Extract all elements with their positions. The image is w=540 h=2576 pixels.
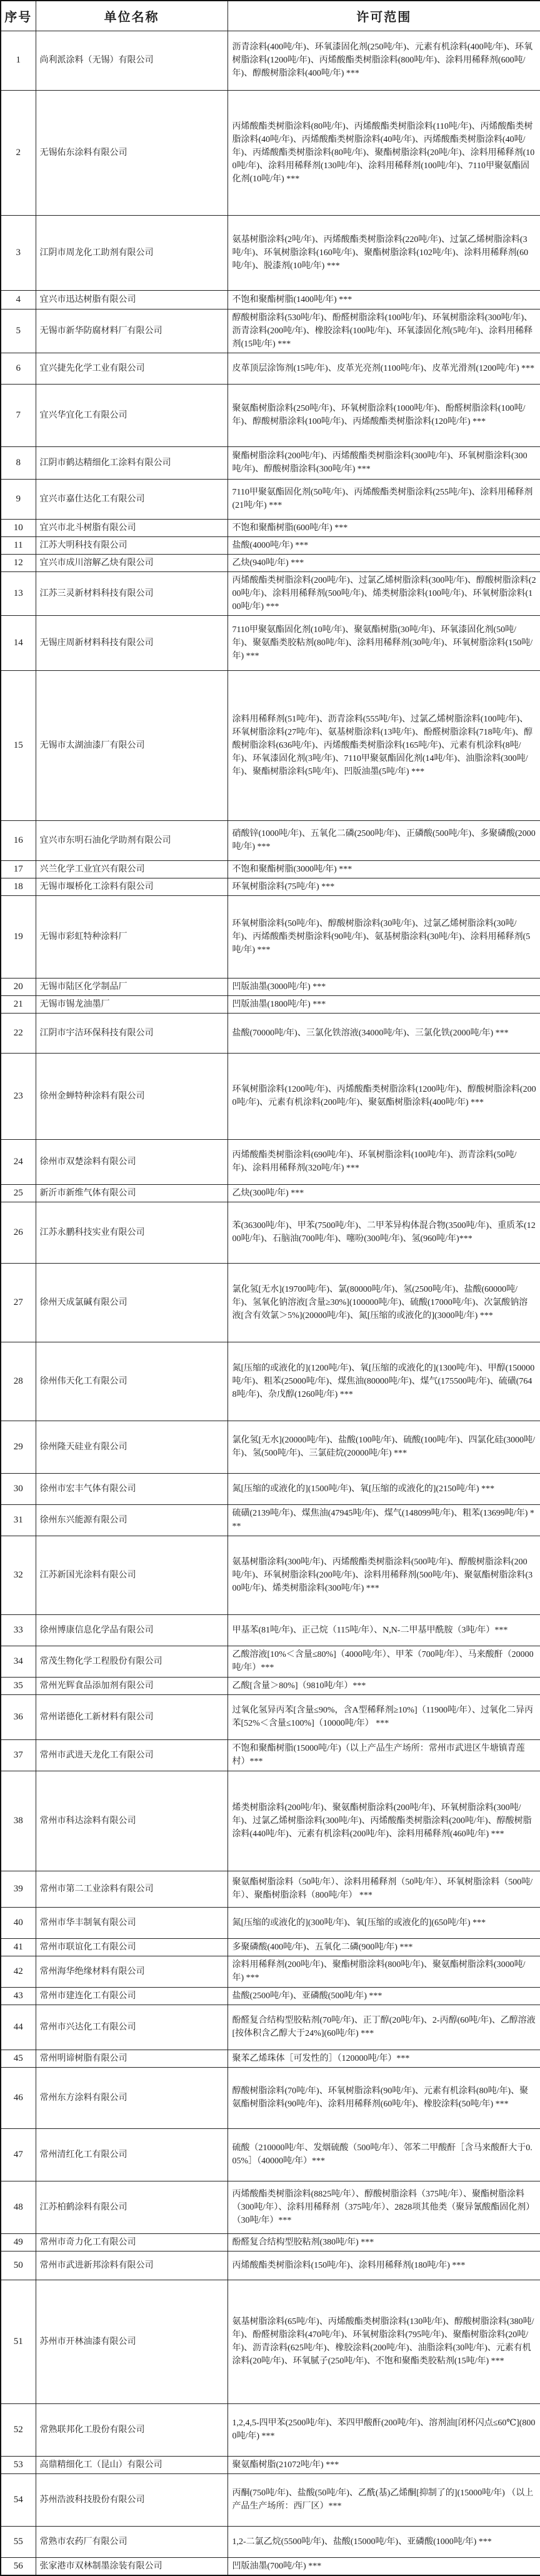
row-number: 18 bbox=[1, 878, 36, 895]
permitted-scope: 丙烯酸酯类树脂涂料(150吨/年)、涂料用稀释剂(180吨/年) *** bbox=[228, 2251, 540, 2280]
row-number: 54 bbox=[1, 2473, 36, 2526]
row-number: 26 bbox=[1, 1202, 36, 1263]
table-row bbox=[1, 995, 540, 1013]
company-name: 无锡市锡龙油墨厂 bbox=[36, 995, 228, 1013]
row-number: 32 bbox=[1, 1536, 36, 1614]
row-number: 31 bbox=[1, 1504, 36, 1536]
company-name: 常茂生物化学工程股份有限公司 bbox=[36, 1646, 228, 1677]
row-number: 36 bbox=[1, 1694, 36, 1739]
row-number: 10 bbox=[1, 519, 36, 536]
row-number: 33 bbox=[1, 1614, 36, 1646]
row-number: 35 bbox=[1, 1677, 36, 1694]
table-row bbox=[1, 878, 540, 895]
row-number: 8 bbox=[1, 446, 36, 479]
row-number: 1 bbox=[1, 31, 36, 90]
table-row bbox=[1, 353, 540, 384]
company-name: 无锡市陆区化学制品厂 bbox=[36, 978, 228, 995]
company-name: 宜兴华宜化工有限公司 bbox=[36, 384, 228, 446]
row-number: 2 bbox=[1, 90, 36, 215]
row-number: 23 bbox=[1, 1053, 36, 1139]
table-row bbox=[1, 820, 540, 860]
permitted-scope: 硫酸（210000吨/年、发烟硫酸（500吨/年）、邻苯二甲酸酐［含马来酸酐大于0.05%］（40000吨/年）*** bbox=[228, 2128, 540, 2181]
company-name: 常熟联邦化工股份有限公司 bbox=[36, 2403, 228, 2456]
table-row bbox=[1, 31, 540, 90]
company-name: 常州市建连化工有限公司 bbox=[36, 1987, 228, 2005]
permitted-scope: 聚苯乙烯珠体［可发性的］（120000吨/年）*** bbox=[228, 2050, 540, 2067]
row-number: 37 bbox=[1, 1739, 36, 1771]
table-row bbox=[1, 2067, 540, 2128]
company-name: 无锡庄周新材料科技有限公司 bbox=[36, 615, 228, 670]
company-name: 常州市奇力化工有限公司 bbox=[36, 2233, 228, 2251]
row-number: 53 bbox=[1, 2456, 36, 2473]
permitted-scope: 醇酸树脂涂料(70吨/年)、环氧树脂涂料(90吨/年)、元素有机涂料(80吨/年)、聚氨酯树脂涂料(90吨/年)、涂料用稀释剂(60吨/年)、橡胶涂料(50吨/年) *** bbox=[228, 2067, 540, 2128]
permitted-scope: 氨基树脂涂料(2吨/年)、丙烯酸酯类树脂涂料(220吨/年)、过氯乙烯树脂涂料(3吨/年)、环氧树脂涂料(160吨/年)、聚酯树脂涂料(102吨/年)、涂料用稀释剂(60吨/年)、脱漆剂(10吨/年) *** bbox=[228, 215, 540, 290]
table-row bbox=[1, 1013, 540, 1053]
row-number: 13 bbox=[1, 571, 36, 615]
company-name: 徐州东兴能源有限公司 bbox=[36, 1504, 228, 1536]
row-number: 21 bbox=[1, 995, 36, 1013]
company-name: 兴兰化学工业宜兴有限公司 bbox=[36, 860, 228, 878]
table-row bbox=[1, 1987, 540, 2005]
company-name: 无锡市新华防腐材料厂有限公司 bbox=[36, 309, 228, 353]
permitted-scope: 7110甲聚氨酯固化剂(50吨/年)、丙烯酸酯类树脂涂料(255吨/年)、涂料用稀释剂(21吨/年) *** bbox=[228, 479, 540, 519]
row-number: 20 bbox=[1, 978, 36, 995]
row-number: 7 bbox=[1, 384, 36, 446]
permitted-scope: 聚氨酯树脂(21072吨/年) *** bbox=[228, 2456, 540, 2473]
row-number: 27 bbox=[1, 1263, 36, 1342]
permitted-scope: 聚酯树脂涂料(200吨/年)、丙烯酸酯类树脂涂料(300吨/年)、环氧树脂涂料(300吨/年)、醇酸树脂涂料(300吨/年) *** bbox=[228, 446, 540, 479]
permitted-scope: 醇酸树脂涂料(530吨/年)、酚醛树脂涂料(100吨/年)、环氧树脂涂料(300吨/年)、沥青涂料(200吨/年)、橡胶涂料(100吨/年)、环氧漆固化剂(5吨/年)、涂料用稀释剂(15吨/年) *** bbox=[228, 309, 540, 353]
company-name: 江阴市宇洁环保科技有限公司 bbox=[36, 1013, 228, 1053]
permitted-scope: 丙烯酸酯类树脂涂料(200吨/年)、过氯乙烯树脂涂料(300吨/年)、醇酸树脂涂料(200吨/年)、涂料用稀释剂(500吨/年)、烯类树脂涂料(100吨/年)、环氧树脂涂料(100吨/年) *** bbox=[228, 571, 540, 615]
company-name: 江苏大明科技有限公司 bbox=[36, 536, 228, 554]
table-row bbox=[1, 1938, 540, 1956]
permitted-scope: 甲基苯(81吨/年)、正己烷（115吨/年）、N,N-二甲基甲酰胺（3吨/年）*** bbox=[228, 1614, 540, 1646]
permitted-scope: 乙炔(940吨/年) *** bbox=[228, 554, 540, 571]
table-row bbox=[1, 1263, 540, 1342]
table-row bbox=[1, 1053, 540, 1139]
company-name: 高鼎精细化工（昆山）有限公司 bbox=[36, 2456, 228, 2473]
company-name: 徐州金蝉特种涂料有限公司 bbox=[36, 1053, 228, 1139]
row-number: 17 bbox=[1, 860, 36, 878]
permitted-scope: 氯化氢[无水](20000吨/年)、盐酸(100吨/年)、硫酸(100吨/年)、四氯化硅(3000吨/年)、氢(500吨/年)、三氯硅烷(20000吨/年) *** bbox=[228, 1421, 540, 1473]
permitted-scope: 不饱和聚酯树脂(3000吨/年) *** bbox=[228, 860, 540, 878]
table-row bbox=[1, 2251, 540, 2280]
row-number: 42 bbox=[1, 1956, 36, 1987]
table-row bbox=[1, 519, 540, 536]
table-row bbox=[1, 2526, 540, 2557]
row-number: 3 bbox=[1, 215, 36, 290]
permitted-scope: 酚醛复合结构型胶粘剂(380吨/年) *** bbox=[228, 2233, 540, 2251]
table-row bbox=[1, 895, 540, 978]
permitted-scope: 环氧树脂涂料(75吨/年) *** bbox=[228, 878, 540, 895]
row-number: 40 bbox=[1, 1907, 36, 1938]
company-name: 江苏三灵新材料科技有限公司 bbox=[36, 571, 228, 615]
table-row bbox=[1, 1202, 540, 1263]
permitted-scope: 丙烯酸酯类树脂涂料(80吨/年)、丙烯酸酯类树脂涂料(110吨/年)、丙烯酸酯类树脂涂料(40吨/年)、丙烯酸酯类树脂涂料(40吨/年)、丙烯酸酯类树脂涂料(40吨/年)、丙烯酸酯类树脂涂料(80吨/年)、聚酯树脂涂料(20吨/年)、涂料用稀释剂(100吨/年)、涂料用稀释剂(130吨/年)、涂料用稀释剂(100吨/年)、7110甲聚氨酯固化剂(10吨/年) *** bbox=[228, 90, 540, 215]
table-row bbox=[1, 1871, 540, 1907]
row-number: 43 bbox=[1, 1987, 36, 2005]
permitted-scope: 乙酸[含量＞80%]（9810吨/年）*** bbox=[228, 1677, 540, 1694]
company-name: 常州海华绝缘材料有限公司 bbox=[36, 1956, 228, 1987]
table-row bbox=[1, 1536, 540, 1614]
permitted-scope: 凹版油墨(700吨/年) *** bbox=[228, 2557, 540, 2575]
table-row bbox=[1, 615, 540, 670]
row-number: 14 bbox=[1, 615, 36, 670]
table-row bbox=[1, 1646, 540, 1677]
row-number: 48 bbox=[1, 2181, 36, 2233]
row-number: 29 bbox=[1, 1421, 36, 1473]
permitted-scope: 1,2,4,5-四甲苯(2500吨/年)、苯四甲酸酐(200吨/年)、溶剂油[闭杯闪点≤60℃](8000吨/年) *** bbox=[228, 2403, 540, 2456]
table-row bbox=[1, 571, 540, 615]
row-number: 24 bbox=[1, 1139, 36, 1184]
company-name: 江苏永鹏科技实业有限公司 bbox=[36, 1202, 228, 1263]
permitted-scope: 硫磺(2139吨/年)、煤焦油(47945吨/年)、煤气(148099吨/年)、粗苯(13699吨/年) *** bbox=[228, 1504, 540, 1536]
company-name: 常州市武进天龙化工有限公司 bbox=[36, 1739, 228, 1771]
company-name: 宜兴市迅达树脂有限公司 bbox=[36, 290, 228, 309]
table-row bbox=[1, 215, 540, 290]
company-name: 常州清红化工有限公司 bbox=[36, 2128, 228, 2181]
company-name: 无锡佑东涂料有限公司 bbox=[36, 90, 228, 215]
permitted-scope: 不饱和聚酯树脂(15000吨/年)（以上产品生产场所：常州市武进区牛塘镇青莲村）*** bbox=[228, 1739, 540, 1771]
company-name: 常州光辉食品添加剂有限公司 bbox=[36, 1677, 228, 1694]
row-number: 50 bbox=[1, 2251, 36, 2280]
permitted-scope: 氮[压缩的或液化的](1200吨/年)、氧[压缩的或液化的](1300吨/年)、甲醇(150000吨/年)、粗苯(25000吨/年)、煤焦油(80000吨/年)、煤气(175500吨/年)、硫磺(7648吨/年)、杂戊醇(1260吨/年) *** bbox=[228, 1342, 540, 1421]
table-row bbox=[1, 554, 540, 571]
company-name: 尚利派涂料（无锡）有限公司 bbox=[36, 31, 228, 90]
row-number: 55 bbox=[1, 2526, 36, 2557]
permitted-scope: 皮革顶层涂饰剂(15吨/年)、皮革光亮剂(1100吨/年)、皮革光滑剂(1200吨/年) *** bbox=[228, 353, 540, 384]
permitted-scope: 凹版油墨(3000吨/年) *** bbox=[228, 978, 540, 995]
company-name: 江苏柏鹤涂料有限公司 bbox=[36, 2181, 228, 2233]
company-name: 常州市华丰制氧有限公司 bbox=[36, 1907, 228, 1938]
table-row bbox=[1, 1473, 540, 1504]
company-name: 常州诺德化工新材料有限公司 bbox=[36, 1694, 228, 1739]
company-name: 宜兴市东明石油化学助剂有限公司 bbox=[36, 820, 228, 860]
company-name: 宜兴市成川溶解乙炔有限公司 bbox=[36, 554, 228, 571]
company-name: 徐州伟天化工有限公司 bbox=[36, 1342, 228, 1421]
row-number: 45 bbox=[1, 2050, 36, 2067]
permitted-scope: 1,2-二氯乙烷(5500吨/年)、盐酸(15000吨/年)、亚磷酸(1000吨/年) *** bbox=[228, 2526, 540, 2557]
row-number: 4 bbox=[1, 290, 36, 309]
header-col-name: 单位名称 bbox=[36, 1, 228, 31]
company-name: 新沂市新维气体有限公司 bbox=[36, 1184, 228, 1202]
table-row bbox=[1, 2473, 540, 2526]
company-name: 常州市兴达化工有限公司 bbox=[36, 2005, 228, 2050]
company-name: 宜兴市嘉仕达化工有限公司 bbox=[36, 479, 228, 519]
row-number: 56 bbox=[1, 2557, 36, 2575]
row-number: 39 bbox=[1, 1871, 36, 1907]
row-number: 41 bbox=[1, 1938, 36, 1956]
table-row bbox=[1, 978, 540, 995]
row-number: 25 bbox=[1, 1184, 36, 1202]
row-number: 5 bbox=[1, 309, 36, 353]
table-row bbox=[1, 384, 540, 446]
table-header-row bbox=[1, 1, 540, 31]
company-name: 江阴市鹤达精细化工涂料有限公司 bbox=[36, 446, 228, 479]
company-name: 无锡市太湖油漆厂有限公司 bbox=[36, 670, 228, 820]
company-name: 常州市第二工业涂料有限公司 bbox=[36, 1871, 228, 1907]
table-row bbox=[1, 1677, 540, 1694]
permitted-scope: 丙烯酸酯类树脂涂料(8825吨/年）、醇酸树脂涂料（375吨/年）、聚酯树脂涂料（300吨/年）、涂料用稀释剂（375吨/年）、2828项其他类（聚异氰酸酯固化剂）（30吨/年）*** bbox=[228, 2181, 540, 2233]
table-row bbox=[1, 2456, 540, 2473]
row-number: 51 bbox=[1, 2280, 36, 2403]
row-number: 15 bbox=[1, 670, 36, 820]
permitted-scope: 硝酸锌(1000吨/年)、五氧化二磷(2500吨/年)、正磷酸(500吨/年)、多聚磷酸(2000吨/年) *** bbox=[228, 820, 540, 860]
row-number: 19 bbox=[1, 895, 36, 978]
permitted-scope: 盐酸(4000吨/年) *** bbox=[228, 536, 540, 554]
table-row bbox=[1, 2181, 540, 2233]
permitted-scope: 乙酸溶液[10%＜含量≤80%]（4000吨/年）、甲苯（700吨/年）、马来酸酐（20000吨/年）*** bbox=[228, 1646, 540, 1677]
table-row bbox=[1, 2050, 540, 2067]
table-row bbox=[1, 2557, 540, 2575]
permitted-scope: 聚氨酯树脂涂料（50吨/年）、涂料用稀释剂（50吨/年）、环氧树脂涂料（500吨/年）、聚酯树脂涂料（800吨/年） *** bbox=[228, 1871, 540, 1907]
row-number: 16 bbox=[1, 820, 36, 860]
table-row bbox=[1, 309, 540, 353]
company-name: 常熟市农药厂有限公司 bbox=[36, 2526, 228, 2557]
table-row bbox=[1, 290, 540, 309]
row-number: 6 bbox=[1, 353, 36, 384]
table-row bbox=[1, 479, 540, 519]
company-name: 常州市科达涂料有限公司 bbox=[36, 1771, 228, 1871]
table-row bbox=[1, 1184, 540, 1202]
table-row bbox=[1, 1739, 540, 1771]
permitted-scope: 苯(36300吨/年)、甲苯(7500吨/年)、二甲苯异构体混合物(3500吨/年)、重质苯(1200吨/年)、石脑油(700吨/年)、噻吩(300吨/年)、氢(960吨/年)*** bbox=[228, 1202, 540, 1263]
permitted-scope: 7110甲聚氨酯固化剂(10吨/年)、聚氨酯树脂(30吨/年)、环氧漆固化剂(50吨/年)、聚氨酯类胶粘剂(80吨/年)、涂料用稀释剂(30吨/年)、环氧树脂涂料(150吨/年) *** bbox=[228, 615, 540, 670]
permitted-scope: 氮[压缩的或液化的](1500吨/年)、氧[压缩的或液化的](2150吨/年) *** bbox=[228, 1473, 540, 1504]
company-name: 常州明谛树脂有限公司 bbox=[36, 2050, 228, 2067]
header-col-no: 序号 bbox=[1, 1, 36, 31]
row-number: 11 bbox=[1, 536, 36, 554]
row-number: 28 bbox=[1, 1342, 36, 1421]
company-name: 苏州浩波科技股份有限公司 bbox=[36, 2473, 228, 2526]
company-name: 常州市武进新邦涂料有限公司 bbox=[36, 2251, 228, 2280]
permitted-scope: 乙炔(300吨/年) *** bbox=[228, 1184, 540, 1202]
company-name: 徐州隆天硅业有限公司 bbox=[36, 1421, 228, 1473]
table-row bbox=[1, 536, 540, 554]
table-row bbox=[1, 1504, 540, 1536]
table-row bbox=[1, 1694, 540, 1739]
permitted-scope: 凹版油墨(1800吨/年) *** bbox=[228, 995, 540, 1013]
company-name: 徐州天成氯碱有限公司 bbox=[36, 1263, 228, 1342]
company-name: 无锡市彩虹特种涂料厂 bbox=[36, 895, 228, 978]
company-name: 无锡市堰桥化工涂料有限公司 bbox=[36, 878, 228, 895]
table-row bbox=[1, 1139, 540, 1184]
permitted-scope: 氨基树脂涂料(300吨/年)、丙烯酸酯类树脂涂料(500吨/年)、醇酸树脂涂料(200吨/年)、环氧树脂涂料(200吨/年)、涂料用稀释剂(500吨/年)、聚氨酯树脂涂料(300吨/年)、烯类树脂涂料(300吨/年) *** bbox=[228, 1536, 540, 1614]
permitted-scope: 烯类树脂涂料(200吨/年)、聚氨酯树脂涂料(200吨/年)、环氧树脂涂料(300吨/年)、过氯乙烯树脂涂料(300吨/年)、丙烯酸酯类树脂涂料(200吨/年)、醇酸树脂涂料(440吨/年)、元素有机涂料(200吨/年)、涂料用稀释剂(460吨/年) *** bbox=[228, 1771, 540, 1871]
table-row bbox=[1, 1614, 540, 1646]
row-number: 34 bbox=[1, 1646, 36, 1677]
permitted-scope: 丙烯酸酯类树脂涂料(690吨/年)、环氧树脂涂料(100吨/年)、沥青涂料(50吨/年)、涂料用稀释剂(320吨/年) *** bbox=[228, 1139, 540, 1184]
table-row bbox=[1, 1956, 540, 1987]
permitted-scope: 沥青涂料(400吨/年)、环氧漆固化剂(250吨/年)、元素有机涂料(400吨/年)、环氧树脂涂料(1200吨/年)、丙烯酸酯类树脂涂料(800吨/年)、涂料用稀释剂(600吨/年)、醇酸树脂涂料(400吨/年) *** bbox=[228, 31, 540, 90]
permitted-scope: 氮[压缩的或液化的](300吨/年)、氧[压缩的或液化的](650吨/年) *** bbox=[228, 1907, 540, 1938]
table-row bbox=[1, 90, 540, 215]
permitted-scope: 氨基树脂涂料(65吨/年)、丙烯酸酯类树脂涂料(130吨/年)、醇酸树脂涂料(380吨/年)、酚醛树脂涂料(470吨/年)、环氧树脂涂料(795吨/年)、聚酯树脂涂料(20吨/年)、沥青涂料(625吨/年)、橡胶涂料(200吨/年)、油脂涂料(30吨/年)、元素有机涂料(20吨/年)、环氧腻子(250吨/年)、不饱和聚酯类胶粘剂(15吨/年) *** bbox=[228, 2280, 540, 2403]
company-name: 张家港市双林制墨涂装有限公司 bbox=[36, 2557, 228, 2575]
header-col-scope: 许可范围 bbox=[228, 1, 540, 31]
company-name: 宜兴捷先化学工业有限公司 bbox=[36, 353, 228, 384]
permitted-scope: 环氧树脂涂料(50吨/年)、醇酸树脂涂料(30吨/年)、过氯乙烯树脂涂料(30吨/年)、丙烯酸酯类树脂涂料(90吨/年)、氨基树脂涂料(30吨/年)、涂料用稀释剂(5吨/年) *** bbox=[228, 895, 540, 978]
table-row bbox=[1, 1342, 540, 1421]
permitted-scope: 酚醛复合结构型胶粘剂(70吨/年)、正丁醇(20吨/年)、2-丙醇(60吨/年)、乙醇溶液[按体积含乙醇大于24%](60吨/年) *** bbox=[228, 2005, 540, 2050]
row-number: 49 bbox=[1, 2233, 36, 2251]
permitted-scope: 不饱和聚酯树脂(600吨/年) *** bbox=[228, 519, 540, 536]
permitted-scope: 丙酮(750吨/年)、盐酸(50吨/年)、乙酰(基)乙烯酮[抑制了的](15000吨/年) （以上产品生产场所：西厂区）*** bbox=[228, 2473, 540, 2526]
permitted-scope: 环氧树脂涂料(1200吨/年)、丙烯酸酯类树脂涂料(1200吨/年)、醇酸树脂涂料(2000吨/年)、元素有机涂料(200吨/年)、聚氨酯树脂涂料(400吨/年) *** bbox=[228, 1053, 540, 1139]
table-row bbox=[1, 2280, 540, 2403]
row-number: 9 bbox=[1, 479, 36, 519]
permitted-scope: 盐酸(70000吨/年)、三氯化铁溶液(34000吨/年)、三氯化铁(2000吨/年) *** bbox=[228, 1013, 540, 1053]
table-row bbox=[1, 860, 540, 878]
permitted-scope: 聚氨酯树脂涂料(250吨/年)、环氧树脂涂料(1000吨/年)、酚醛树脂涂料(100吨/年)、醇酸树脂涂料(100吨/年)、丙烯酸酯类树脂涂料(120吨/年) *** bbox=[228, 384, 540, 446]
table-row bbox=[1, 1771, 540, 1871]
permitted-scope: 不饱和聚酯树脂(1400吨/年) *** bbox=[228, 290, 540, 309]
company-name: 常州市联谊化工有限公司 bbox=[36, 1938, 228, 1956]
table-row bbox=[1, 2233, 540, 2251]
company-name: 徐州市双楚涂料有限公司 bbox=[36, 1139, 228, 1184]
permitted-scope: 涂料用稀释剂(51吨/年)、沥青涂料(555吨/年)、过氯乙烯树脂涂料(100吨/年)、环氧树脂涂料(27吨/年)、氨基树脂涂料(13吨/年)、酚醛树脂涂料(718吨/年)、醇酸树脂涂料(636吨/年)、丙烯酸酯类树脂涂料(165吨/年)、元素有机涂料(8吨/年)、环氧漆固化剂(3吨/年)、7110甲聚氨酯固化剂(14吨/年)、油脂涂料(300吨/年)、聚酯树脂涂料(5吨/年)、凹版油墨(5吨/年) *** bbox=[228, 670, 540, 820]
company-name: 苏州市开林油漆有限公司 bbox=[36, 2280, 228, 2403]
company-name: 徐州市宏丰气体有限公司 bbox=[36, 1473, 228, 1504]
company-name: 江苏新国光涂料有限公司 bbox=[36, 1536, 228, 1614]
row-number: 47 bbox=[1, 2128, 36, 2181]
table-row bbox=[1, 2403, 540, 2456]
row-number: 22 bbox=[1, 1013, 36, 1053]
row-number: 52 bbox=[1, 2403, 36, 2456]
permitted-scope: 氯化氢[无水](19700吨/年)、氯(80000吨/年)、氢(2500吨/年)、盐酸(60000吨/年)、氢氧化钠溶液[含量≥30%](100000吨/年)、硫酸(17000吨/年)、次氯酸钠溶液[含有效氯＞5%](20000吨/年)、氮[压缩的或液化的](3000吨/年) *** bbox=[228, 1263, 540, 1342]
company-name: 徐州博康信息化学品有限公司 bbox=[36, 1614, 228, 1646]
table-row bbox=[1, 2005, 540, 2050]
row-number: 44 bbox=[1, 2005, 36, 2050]
table-row bbox=[1, 1907, 540, 1938]
table-row bbox=[1, 2128, 540, 2181]
row-number: 38 bbox=[1, 1771, 36, 1871]
table-row bbox=[1, 446, 540, 479]
permitted-scope: 多聚磷酸(400吨/年)、五氧化二磷(900吨/年) *** bbox=[228, 1938, 540, 1956]
table-row bbox=[1, 1421, 540, 1473]
row-number: 12 bbox=[1, 554, 36, 571]
company-name: 常州东方涂料有限公司 bbox=[36, 2067, 228, 2128]
company-name: 江阴市周龙化工助剂有限公司 bbox=[36, 215, 228, 290]
table-row bbox=[1, 670, 540, 820]
permitted-scope: 涂料用稀释剂(200吨/年)、聚酯树脂涂料(800吨/年)、聚氨酯树脂涂料(3000吨/年) *** bbox=[228, 1956, 540, 1987]
permitted-scope: 过氧化氢异丙苯[含量≤90%，含A型稀释剂≥10%]（11900吨/年）、过氧化二异丙苯[52%＜含量≤100%]（10000吨/年） *** bbox=[228, 1694, 540, 1739]
company-name: 宜兴市北斗树脂有限公司 bbox=[36, 519, 228, 536]
row-number: 46 bbox=[1, 2067, 36, 2128]
permitted-scope: 盐酸(2500吨/年)、亚磷酸(500吨/年) *** bbox=[228, 1987, 540, 2005]
row-number: 30 bbox=[1, 1473, 36, 1504]
